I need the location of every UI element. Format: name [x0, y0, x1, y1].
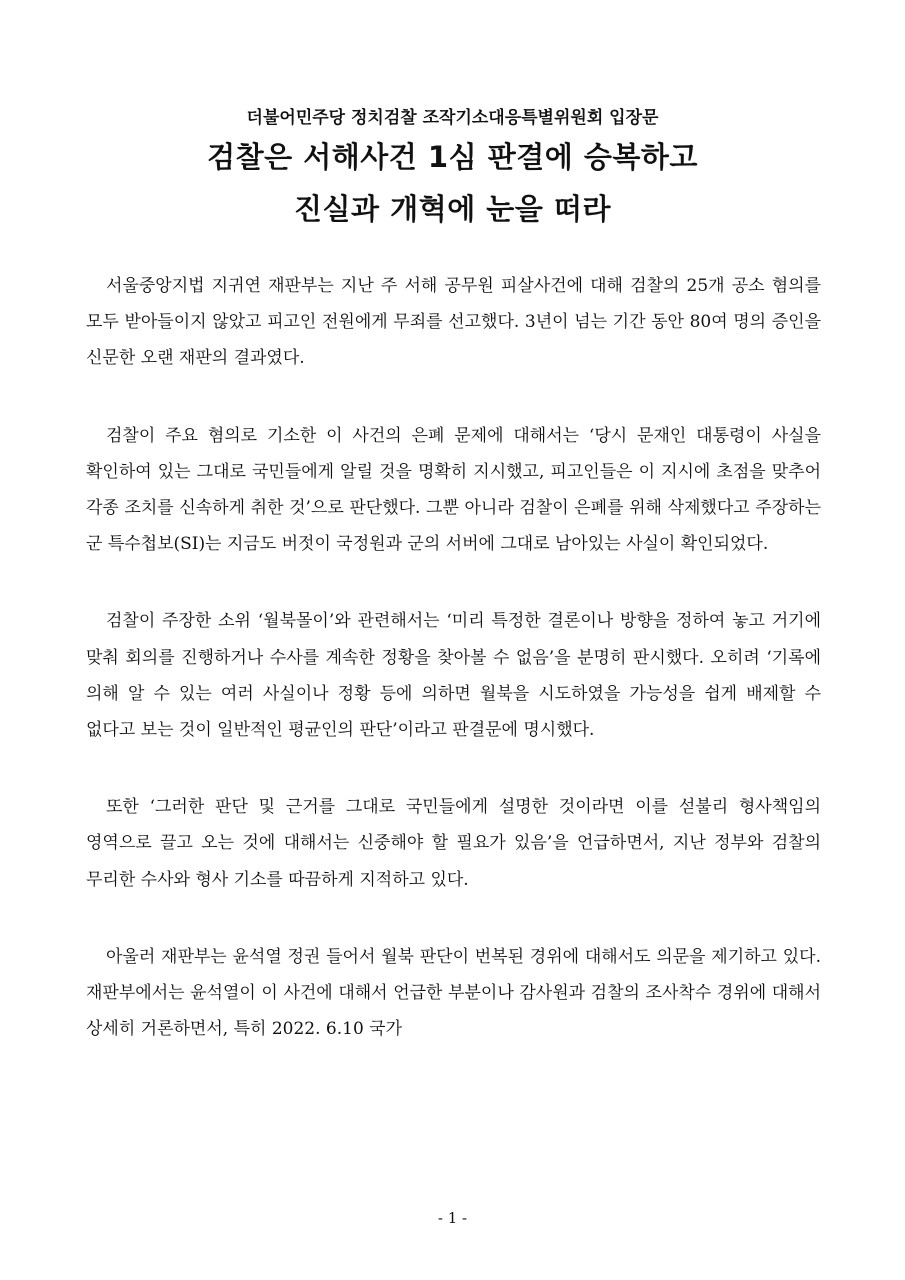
paragraph-2: 검찰이 주요 혐의로 기소한 이 사건의 은폐 문제에 대해서는 ‘당시 문재인 대통령이 사실을 확인하여 있는 그대로 국민들에게 알릴 것을 명확히 지시했고, 피고인들은 이 지시에 초점을 맞추어 각종 조치를 신속하게 취한 것’으로 판단했다. 그뿐 아니라 검찰이 은폐를 위해 삭제했다고 주장하는 군 특수첩보(SI)는 지금도 버젓이 국정원과 군의 서버에 그대로 남아있는 사실이 확인되었다.: [86, 425, 821, 555]
paragraph-1: 서울중앙지법 지귀연 재판부는 지난 주 서해 공무원 피살사건에 대해 검찰의 25개 공소 혐의를 모두 받아들이지 않았고 피고인 전원에게 무죄를 선고했다. 3년이 넘는 기간 동안 80여 명의 증인을 신문한 오랜 재판의 결과였다.: [86, 276, 821, 369]
paragraph-5: 아울러 재판부는 윤석열 정권 들어서 월북 판단이 번복된 경위에 대해서도 의문을 제기하고 있다. 재판부에서는 윤석열이 이 사건에 대해서 언급한 부분이나 감사원과 검찰의 조사착수 경위에 대해서 상세히 거론하면서, 특히 2022. 6.10 국가: [86, 946, 821, 1040]
paragraph-3: 검찰이 주장한 소위 ‘월북몰이’와 관련해서는 ‘미리 특정한 결론이나 방향을 정하여 놓고 거기에 맞춰 회의를 진행하거나 수사를 계속한 정황을 찾아볼 수 없음’을 분명히 판시했다. 오히려 ‘기록에 의해 알 수 있는 여러 사실이나 정황 등에 의하면 월북을 시도하였을 가능성을 쉽게 배제할 수 없다고 보는 것이 일반적인 평균인의 판단’이라고 판결문에 명시했다.: [86, 611, 821, 741]
document-body: [86, 268, 821, 1088]
document-subtitle: 더불어민주당 정치검찰 조작기소대응특별위원회 입장문: [246, 108, 659, 128]
document-title-line-2: 진실과 개혁에 눈을 떠라: [294, 192, 611, 226]
page-number: - 1 -: [437, 1209, 468, 1227]
document-title-line-1: 검찰은 서해사건 1심 판결에 승복하고: [207, 140, 698, 174]
paragraph-4: 또한 ‘그러한 판단 및 근거를 그대로 국민들에게 설명한 것이라면 이를 섣불리 형사책임의 영역으로 끌고 오는 것에 대해서는 신중해야 할 필요가 있음’을 언급하면서, 지난 정부와 검찰의 무리한 수사와 형사 기소를 따끔하게 지적하고 있다.: [86, 797, 821, 890]
